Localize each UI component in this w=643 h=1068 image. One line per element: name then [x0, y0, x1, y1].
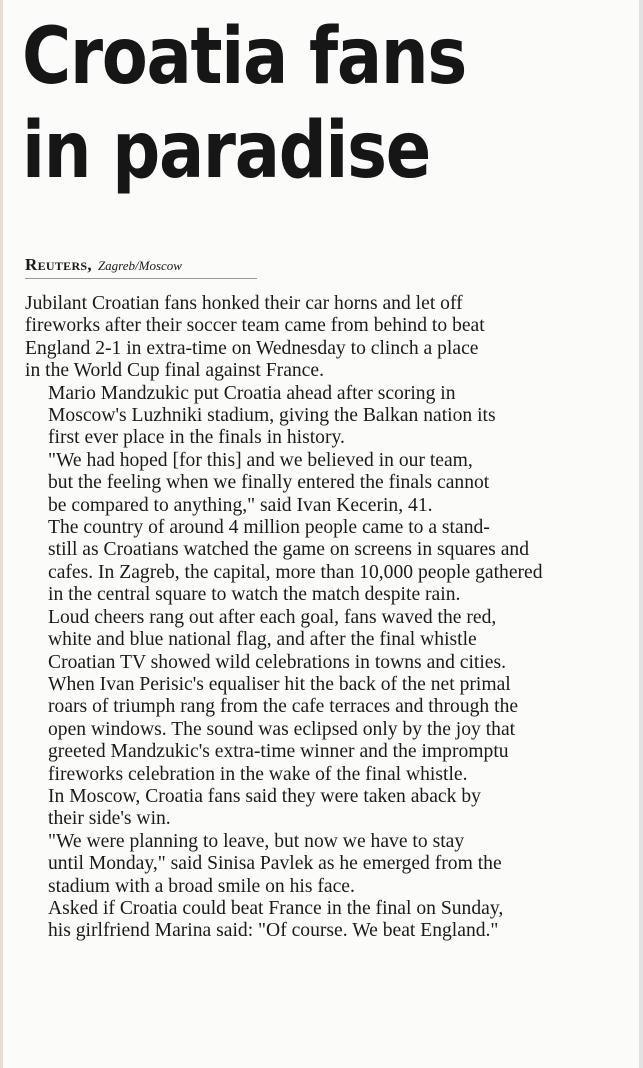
paragraph-line: "We had hoped [for this] and we believed in our team, [48, 449, 473, 471]
headline-line-1: Croatia fans [22, 12, 467, 102]
page-edge-right [639, 0, 643, 1068]
paragraph-line: Croatian TV showed wild celebrations in towns and cities. [48, 651, 507, 673]
article-paragraph [25, 383, 615, 450]
headline-line-2: in paradise [22, 106, 430, 196]
article-paragraph [25, 517, 615, 607]
article-paragraph [25, 898, 615, 943]
paragraph-line: England 2-1 in extra-time on Wednesday to clinch a place [25, 337, 479, 359]
paragraph-line: be compared to anything," said Ivan Kecerin, 41. [48, 494, 433, 516]
paragraph-line: Asked if Croatia could beat France in the final on Sunday, [48, 897, 504, 919]
byline-agency: Reuters, [25, 255, 92, 274]
paragraph-line: "We were planning to leave, but now we have to stay [48, 830, 465, 852]
paragraph-line: The country of around 4 million people came to a stand- [48, 517, 490, 539]
paragraph-line: in the World Cup final against France. [25, 360, 324, 382]
article-paragraph [25, 450, 615, 517]
article-paragraph [25, 786, 615, 831]
paragraph-line: Mario Mandzukic put Croatia ahead after scoring in [48, 382, 456, 404]
paragraph-line: Loud cheers rang out after each goal, fans waved the red, [48, 606, 497, 628]
article-paragraph [25, 293, 615, 383]
article-paragraph [25, 607, 615, 674]
paragraph-line: fireworks after their soccer team came from behind to beat [25, 315, 485, 337]
article-body [25, 293, 615, 943]
headline [22, 10, 547, 198]
article-paragraph [25, 674, 615, 786]
paragraph-line: Jubilant Croatian fans honked their car horns and let off [25, 293, 463, 314]
paragraph-line: When Ivan Perisic's equaliser hit the back of the net primal [48, 673, 511, 695]
paragraph-line: Moscow's Luzhniki stadium, giving the Balkan nation its [48, 405, 496, 427]
article-paragraph [25, 831, 615, 898]
paragraph-line: in the central square to watch the match despite rain. [48, 584, 461, 606]
paragraph-line: still as Croatians watched the game on screens in squares and [48, 539, 529, 561]
paragraph-line: greeted Mandzukic's extra-time winner and the impromptu [48, 741, 509, 763]
paragraph-line: fireworks celebration in the wake of the final whistle. [48, 763, 468, 785]
paragraph-line: their side's win. [48, 808, 171, 830]
byline [25, 255, 257, 279]
paragraph-line: In Moscow, Croatia fans said they were taken aback by [48, 785, 481, 807]
paragraph-line: first ever place in the finals in history. [48, 427, 345, 449]
paragraph-line: his girlfriend Marina said: "Of course. We beat England." [48, 920, 499, 942]
paragraph-line: roars of triumph rang from the cafe terraces and through the [48, 696, 519, 718]
paragraph-line: until Monday," said Sinisa Pavlek as he emerged from the [48, 853, 502, 875]
page-edge-left [0, 0, 3, 1068]
byline-dateline: Zagreb/Moscow [97, 258, 182, 273]
paragraph-line: white and blue national flag, and after the final whistle [48, 629, 477, 651]
paragraph-line: open windows. The sound was eclipsed only by the joy that [48, 718, 516, 740]
paragraph-line: but the feeling when we finally entered the finals cannot [48, 472, 490, 494]
paragraph-line: stadium with a broad smile on his face. [48, 875, 355, 897]
paragraph-line: cafes. In Zagreb, the capital, more than 10,000 people gathered [48, 561, 543, 583]
